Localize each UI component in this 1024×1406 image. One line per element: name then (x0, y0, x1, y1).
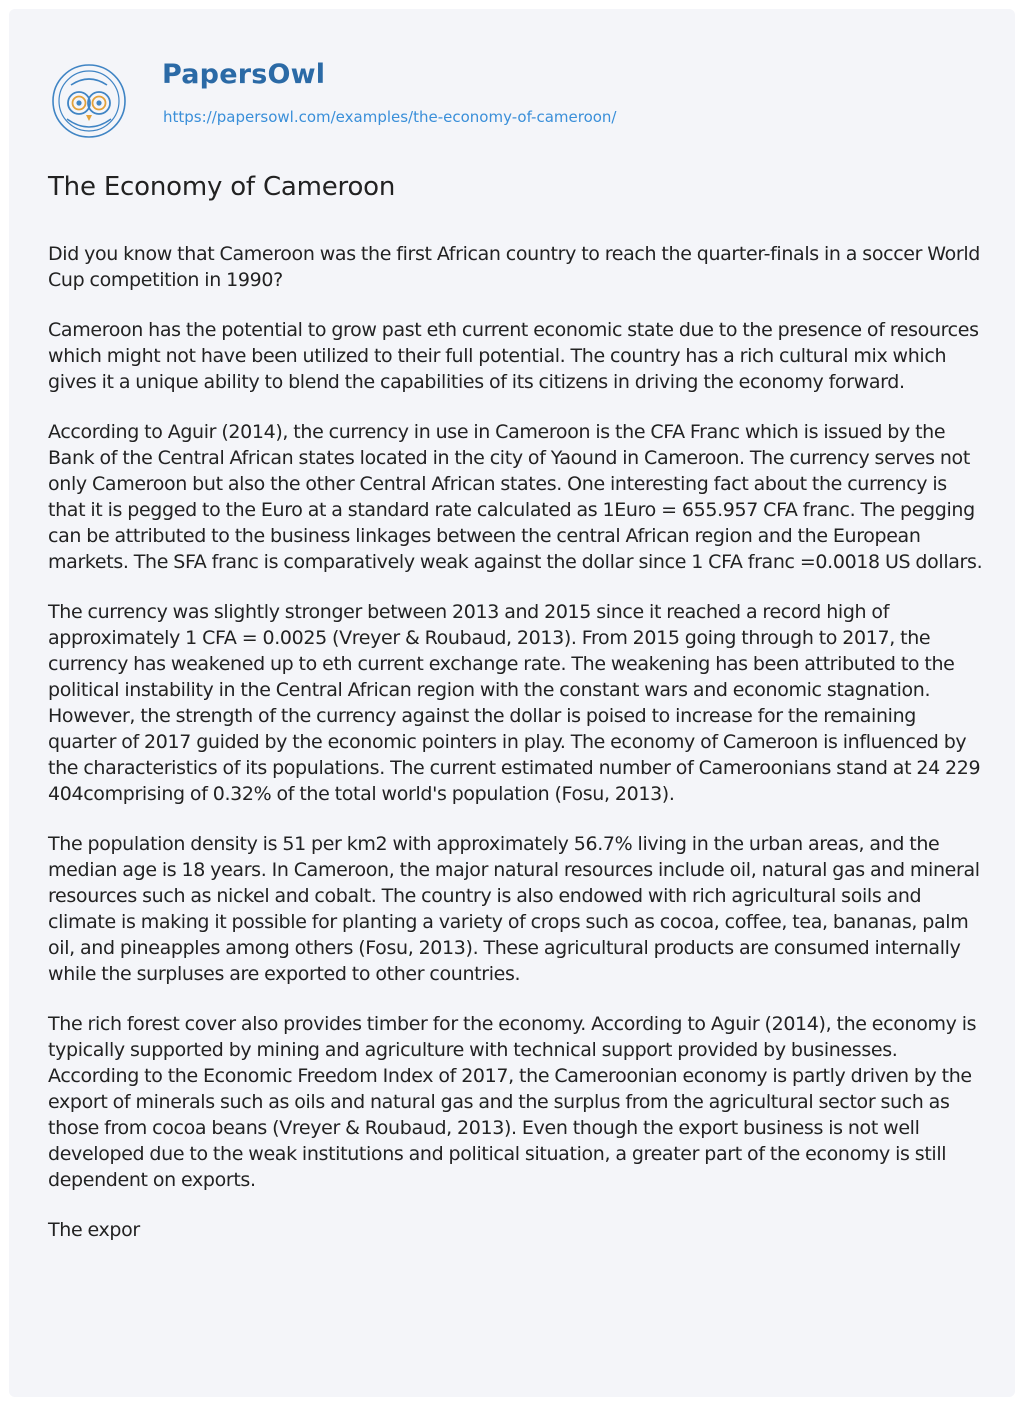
owl-face-icon[interactable] (49, 61, 129, 141)
paragraph: According to Aguir (2014), the currency in use in Cameroon is the CFA Franc which is issued by the Bank of the Central African states located in the city of Yaound in Cameroon. The currency serves not only Cameroon but also the other Central African states. One interesting fact about the currency is that it is pegged to the Euro at a standard rate calculated as 1Euro = 655.957 CFA franc. The pegging can be attributed to the business linkages between the central African region and the European markets. The SFA franc is comparatively weak against the dollar since 1 CFA franc =0.0018 US dollars. (48, 421, 983, 573)
paragraph: The rich forest cover also provides timber for the economy. According to Aguir (2014), the economy is typically supported by mining and agriculture with technical support provided by businesses. According to the Economic Freedom Index of 2017, the Cameroonian economy is partly driven by the export of minerals such as oils and natural gas and the surplus from the agricultural sector such as those from cocoa beans (Vreyer & Roubaud, 2013). Even though the export business is not well developed due to the weak institutions and political situation, a greater part of the economy is still dependent on exports. (48, 1013, 977, 1191)
paragraph: The population density is 51 per km2 with approximately 56.7% living in the urban areas, and the median age is 18 years. In Cameroon, the major natural resources include oil, natural gas and mineral resources such as nickel and cobalt. The country is also endowed with rich agricultural soils and climate is making it possible for planting a variety of crops such as cocoa, coffee, tea, bananas, palm oil, and pineapples among others (Fosu, 2013). These agricultural products are consumed internally while the surpluses are exported to other countries. (48, 833, 980, 985)
paragraph: The currency was slightly stronger between 2013 and 2015 since it reached a record high of approximately 1 CFA = 0.0025 (Vreyer & Roubaud, 2013). From 2015 going through to 2017, the currency has weakened up to eth current exchange rate. The weakening has been attributed to the political instability in the Central African region with the constant wars and economic stagnation. However, the strength of the currency against the dollar is poised to increase for the remaining quarter of 2017 guided by the economic pointers in play. The economy of Cameroon is influenced by the characteristics of its populations. The current estimated number of Cameroonians stand at 24 229 404comprising of 0.32% of the total world's population (Fosu, 2013). (48, 601, 981, 805)
page-title: The Economy of Cameroon (48, 172, 396, 202)
article-body (48, 241, 988, 1267)
brand-name[interactable]: PapersOwl (162, 59, 326, 90)
paragraph: Cameroon has the potential to grow past eth current economic state due to the presence of resources which might not have been utilized to their full potential. The country has a rich cultural mix which gives it a unique ability to blend the capabilities of its citizens in driving the economy forward. (48, 319, 979, 393)
paragraph-truncated: The expor (48, 1219, 140, 1241)
paragraph: Did you know that Cameroon was the first African country to reach the quarter-finals in a soccer World Cup competition in 1990? (48, 243, 981, 291)
source-url-link[interactable]: https://papersowl.com/examples/the-economy-of-cameroon/ (163, 108, 617, 126)
document-card (9, 9, 1015, 1397)
